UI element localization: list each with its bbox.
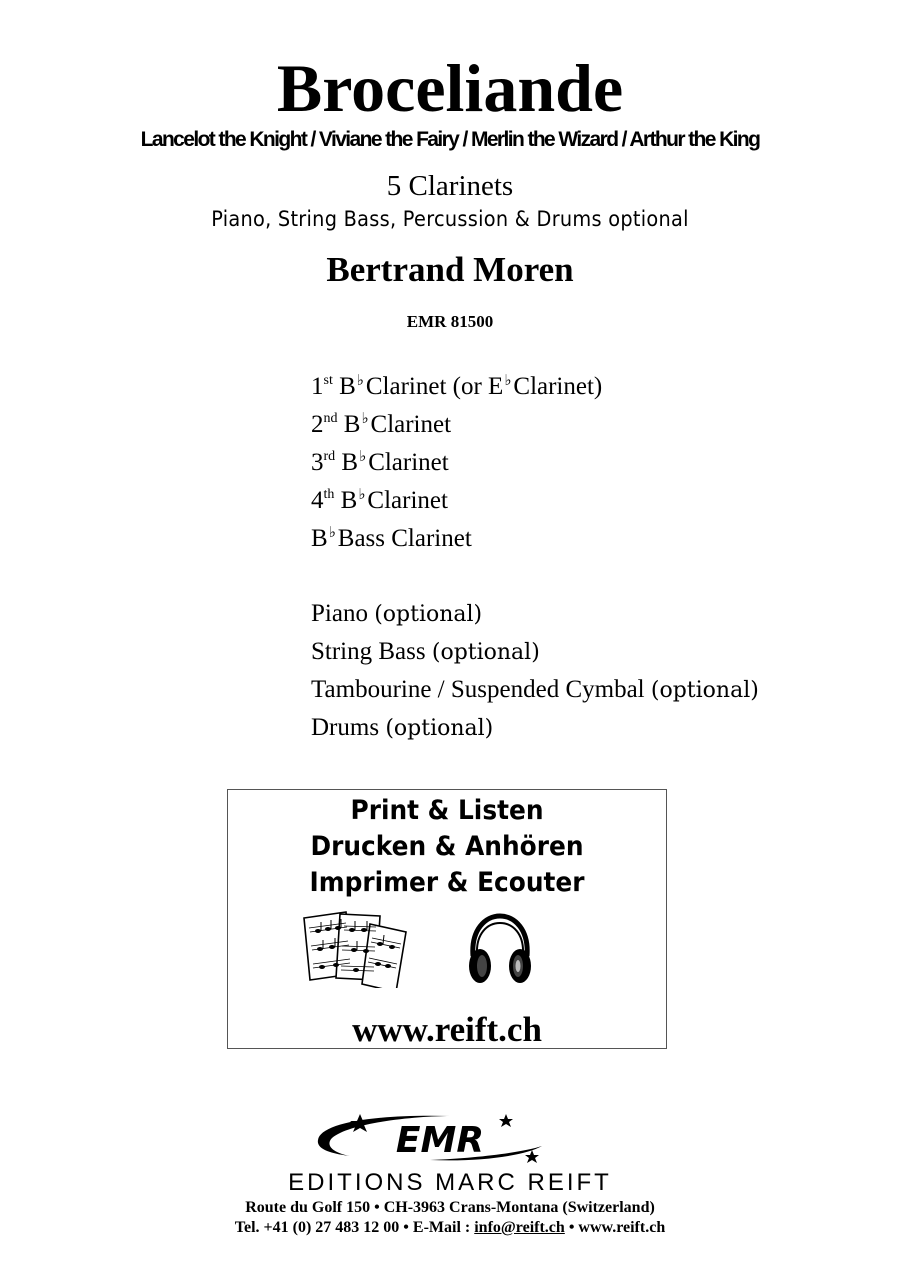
part-item: 3rd B♭Clarinet [311,449,449,476]
website-link[interactable]: www.reift.ch [352,1010,542,1049]
emr-logo-text: EMR [395,1120,485,1161]
part-item: 2nd B♭Clarinet [311,411,452,438]
part-item: 4th B♭Clarinet [311,487,448,514]
instrumentation: 5 Clarinets [386,170,514,202]
flat-icon: ♭ [328,525,336,541]
publisher-contact: Tel. +41 (0) 27 483 12 00 • E-Mail : info@reift.ch • www.reift.ch [234,1219,666,1236]
part-item: 1st B♭Clarinet (or E♭Clarinet) [311,373,603,400]
optional-part-item: Tambourine / Suspended Cymbal (optional) [311,676,759,703]
optional-part-item: Drums (optional) [311,714,494,741]
parts-list [311,368,602,558]
catalog-number: EMR 81500 [406,312,494,331]
optional-parts-list [311,595,759,747]
print-listen-de: Drucken & Anhören [310,831,584,862]
print-listen-en: Print & Listen [350,795,544,826]
optional-part-item: Piano (optional) [311,600,483,627]
publisher-name: EDITIONS MARC REIFT [288,1169,612,1196]
sheet-music-icon [300,908,412,988]
publisher-address: Route du Golf 150 • CH-3963 Crans-Montana (Switzerland) [245,1199,655,1216]
web-link[interactable]: • www.reift.ch [564,1219,666,1236]
print-listen-box [227,789,667,1049]
flat-icon: ♭ [504,373,512,389]
composer-name: Bertrand Moren [326,250,574,289]
movement-subtitle: Lancelot the Knight / Viviane the Fairy / Merlin the Wizard / Arthur the King [140,128,760,151]
optional-instruments: Piano, String Bass, Percussion & Drums optional [211,207,689,231]
flat-icon: ♭ [358,487,366,503]
flat-icon: ♭ [361,411,369,427]
email-link[interactable]: info@reift.ch [474,1219,565,1236]
optional-part-item: String Bass (optional) [311,638,540,665]
print-listen-fr: Imprimer & Ecouter [309,867,585,898]
score-title: Broceliande [276,50,624,126]
headphones-icon [465,912,535,988]
emr-logo [310,1110,560,1166]
part-item: B♭Bass Clarinet [311,525,472,552]
flat-icon: ♭ [356,373,364,389]
flat-icon: ♭ [359,449,367,465]
